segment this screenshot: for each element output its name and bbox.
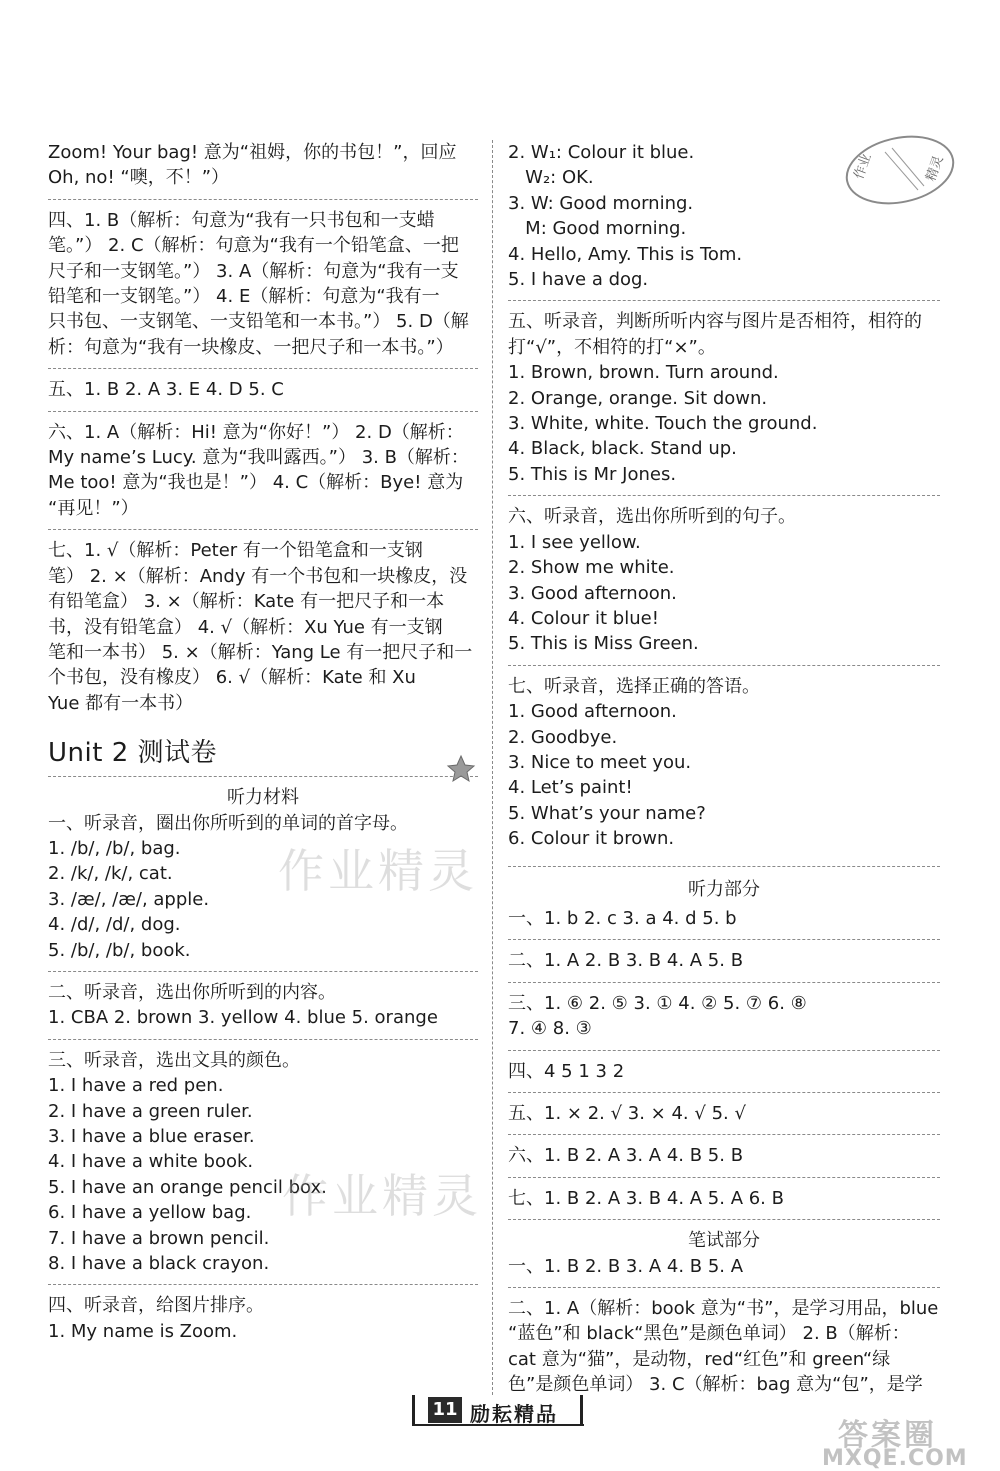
section-7-script	[508, 674, 940, 852]
dashed-divider	[48, 971, 478, 972]
text-line: 6. Colour it brown.	[508, 828, 675, 850]
answers-3	[508, 991, 940, 1042]
section-5-answers: 五、1. B 2. A 3. E 4. D 5. C	[48, 379, 284, 401]
text-line: 5. I have an orange pencil box.	[48, 1176, 327, 1198]
text-line: 书，没有铅笔盒） 4. √（解析：Xu Yue 有一支钢	[48, 616, 443, 638]
dashed-divider	[508, 1219, 940, 1220]
text-line: 2. I have a green ruler.	[48, 1100, 253, 1122]
text-line: 3. I have a blue eraser.	[48, 1126, 255, 1147]
text-line: 笔） 2. ×（解析：Andy 有一个书包和一块橡皮，没	[48, 565, 468, 587]
section-5-script	[508, 309, 940, 487]
corner-logo-url: MXQE.COM	[822, 1446, 968, 1471]
dashed-divider	[508, 1177, 940, 1178]
dashed-divider	[48, 1039, 478, 1040]
section-6-script	[508, 504, 940, 656]
text-line: 4. /d/, /d/, dog.	[48, 914, 181, 936]
dashed-divider	[508, 495, 940, 496]
text-line: 4. Let’s paint!	[508, 777, 633, 799]
text-line: W₂: OK.	[508, 167, 594, 189]
text-line: 有铅笔盒） 3. ×（解析：Kate 有一把尺子和一本	[48, 591, 445, 613]
dashed-divider	[48, 199, 478, 200]
text-line: cat 意为“猫”，是动物，red“红色”和 green“绿	[508, 1348, 891, 1370]
dashed-divider	[508, 1050, 940, 1051]
text-line: 5. This is Miss Green.	[508, 633, 699, 655]
footer-bracket-right	[580, 1395, 583, 1425]
written-answers-2	[508, 1296, 940, 1398]
column-divider	[492, 140, 493, 1395]
text-line: My name’s Lucy. 意为“我叫露西。”） 3. B（解析：	[48, 447, 469, 469]
unit2-section-4	[48, 1293, 478, 1344]
dashed-divider	[48, 368, 478, 369]
text-line: 3. Nice to meet you.	[508, 751, 692, 773]
text-line: 铅笔和一支钢笔。”） 4. E（解析：句意为“我有一	[48, 286, 440, 308]
text-line: 笔。”） 2. C（解析：句意为“我有一个铅笔盒、一把	[48, 235, 459, 257]
text-line: 5. /b/, /b/, book.	[48, 939, 191, 961]
text-line: 六、1. A（解析：Hi! 意为“你好！”） 2. D（解析：	[48, 421, 464, 443]
text-line: 二、听录音，选出你所听到的内容。	[48, 981, 336, 1003]
text-line: 1. Good afternoon.	[508, 701, 677, 723]
text-line: M: Good morning.	[508, 218, 687, 240]
text-line: 四、听录音，给图片排序。	[48, 1295, 264, 1317]
written-answers-1: 一、1. B 2. B 3. A 4. B 5. A	[508, 1255, 744, 1277]
listening-material-heading: 听力材料	[227, 787, 299, 809]
text-line: 7. I have a brown pencil.	[48, 1227, 270, 1249]
unit-title: Unit 2 测试卷	[48, 738, 217, 769]
text-line: 4. Black, black. Stand up.	[508, 438, 737, 460]
listening-part-heading: 听力部分	[688, 878, 760, 900]
unit-header	[48, 736, 478, 777]
section-6-answers	[48, 420, 478, 522]
footer-bracket-left	[412, 1395, 415, 1425]
corner-watermark-logo	[812, 1420, 992, 1470]
stamp-left-text: 作业	[851, 151, 875, 182]
text-line: 1. I have a red pen.	[48, 1075, 224, 1097]
text-line: 3. White, white. Touch the ground.	[508, 413, 818, 435]
text-line: 五、听录音，判断所听内容与图片是否相符，相符的	[508, 311, 922, 333]
text-line: 2. Show me white.	[508, 557, 675, 579]
intro-block	[48, 140, 478, 191]
brand-name: 励耘精品	[470, 1402, 558, 1426]
dashed-divider	[508, 1134, 940, 1135]
right-column	[508, 140, 940, 1398]
dashed-divider	[508, 1092, 940, 1093]
text-line: Oh, no! “噢，不！”）	[48, 167, 230, 189]
text-line: 1. /b/, /b/, bag.	[48, 837, 181, 859]
text-line: 4. I have a white book.	[48, 1151, 254, 1173]
text-line: 二、1. A（解析：book 意为“书”，是学习用品，blue	[508, 1298, 939, 1320]
answers-2: 二、1. A 2. B 3. B 4. A 5. B	[508, 950, 744, 972]
watermark: 作业精灵	[282, 1169, 482, 1223]
text-line: 笔和一本书） 5. ×（解析：Yang Le 有一把尺子和一	[48, 641, 473, 663]
dashed-divider	[508, 665, 940, 666]
text-line: 尺子和一支钢笔。”） 3. A（解析：句意为“我有一支	[48, 260, 459, 282]
text-line: 1. My name is Zoom.	[48, 1320, 238, 1342]
text-line: “蓝色”和 black“黑色”是颜色单词） 2. B（解析：	[508, 1323, 910, 1345]
answers-4: 四、4 5 1 3 2	[508, 1060, 625, 1082]
text-line: 2. /k/, /k/, cat.	[48, 863, 173, 885]
text-line: 只书包、一支钢笔、一支铅笔和一本书。”） 5. D（解	[48, 311, 469, 333]
dashed-divider	[48, 1284, 478, 1285]
answers-5: 五、1. × 2. √ 3. × 4. √ 5. √	[508, 1103, 746, 1124]
text-line: 七、1. √（解析：Peter 有一个铅笔盒和一支钢	[48, 540, 423, 562]
text-line: 六、听录音，选出你所听到的句子。	[508, 506, 796, 528]
written-part-heading: 笔试部分	[688, 1230, 760, 1252]
text-line: 1. Brown, brown. Turn around.	[508, 362, 779, 384]
text-line: 7. ④ 8. ③	[508, 1018, 592, 1040]
star-icon	[446, 754, 476, 784]
text-line: Zoom! Your bag! 意为“祖姆，你的书包！”，回应	[48, 142, 457, 163]
text-line: 3. /æ/, /æ/, apple.	[48, 888, 210, 910]
text-line: 5. What’s your name?	[508, 802, 706, 824]
footer-underline	[412, 1424, 584, 1426]
text-line: 6. I have a yellow bag.	[48, 1202, 252, 1224]
text-line: “再见！”）	[48, 497, 139, 519]
unit2-section-2	[48, 980, 478, 1031]
stamp-seal	[840, 132, 960, 208]
dashed-divider	[508, 300, 940, 301]
corner-logo-title: 答案圈	[838, 1418, 937, 1453]
text-line: Me too! 意为“我也是！”） 4. C（解析：Bye! 意为	[48, 472, 464, 494]
dashed-divider	[508, 1287, 940, 1288]
text-line: Yue 都有一本书）	[48, 692, 194, 714]
text-line: 5. This is Mr Jones.	[508, 463, 677, 485]
dashed-divider	[48, 411, 478, 412]
text-line: 三、1. ⑥ 2. ⑤ 3. ① 4. ② 5. ⑦ 6. ⑧	[508, 992, 807, 1014]
text-line: 析：句意为“我有一块橡皮、一把尺子和一本书。”）	[48, 336, 454, 358]
text-line: 4. Colour it blue!	[508, 607, 659, 629]
dashed-divider	[508, 982, 940, 983]
dashed-divider	[48, 776, 478, 777]
text-line: 2. W₁: Colour it blue.	[508, 142, 695, 163]
text-line: 1. I see yellow.	[508, 531, 641, 553]
text-line: 2. Goodbye.	[508, 726, 618, 748]
text-line: 一、听录音，圈出你所听到的单词的首字母。	[48, 812, 408, 834]
text-line: 三、听录音，选出文具的颜色。	[48, 1049, 300, 1071]
text-line: 四、1. B（解析：句意为“我有一只书包和一支蜡	[48, 209, 435, 231]
text-line: 3. Good afternoon.	[508, 582, 677, 604]
text-line: 打“√”，不相符的打“×”。	[508, 336, 716, 358]
answers-6: 六、1. B 2. A 3. A 4. B 5. B	[508, 1145, 744, 1167]
text-line: 2. Orange, orange. Sit down.	[508, 387, 768, 409]
text-line: 3. W: Good morning.	[508, 192, 694, 214]
text-line: 七、听录音，选择正确的答语。	[508, 675, 760, 697]
text-line: 色”是颜色单词） 3. C（解析：bag 意为“包”，是学	[508, 1374, 923, 1396]
section-4-answers	[48, 208, 478, 360]
page-number: 11	[428, 1397, 462, 1423]
section-7-answers	[48, 538, 478, 716]
answers-7: 七、1. B 2. A 3. B 4. A 5. A 6. B	[508, 1187, 784, 1209]
text-line: 8. I have a black crayon.	[48, 1253, 270, 1275]
text-line: 5. I have a dog.	[508, 269, 649, 291]
text-line: 个书包，没有橡皮） 6. √（解析：Kate 和 Xu	[48, 667, 416, 689]
stamp-right-text: 精灵	[923, 153, 947, 184]
text-line: 4. Hello, Amy. This is Tom.	[508, 243, 743, 265]
answers-1: 一、1. b 2. c 3. a 4. d 5. b	[508, 907, 737, 929]
watermark: 作业精灵	[278, 844, 478, 898]
dashed-divider	[508, 939, 940, 940]
text-line: 1. CBA 2. brown 3. yellow 4. blue 5. orange	[48, 1007, 438, 1029]
dashed-divider	[508, 866, 940, 867]
dashed-divider	[48, 529, 478, 530]
